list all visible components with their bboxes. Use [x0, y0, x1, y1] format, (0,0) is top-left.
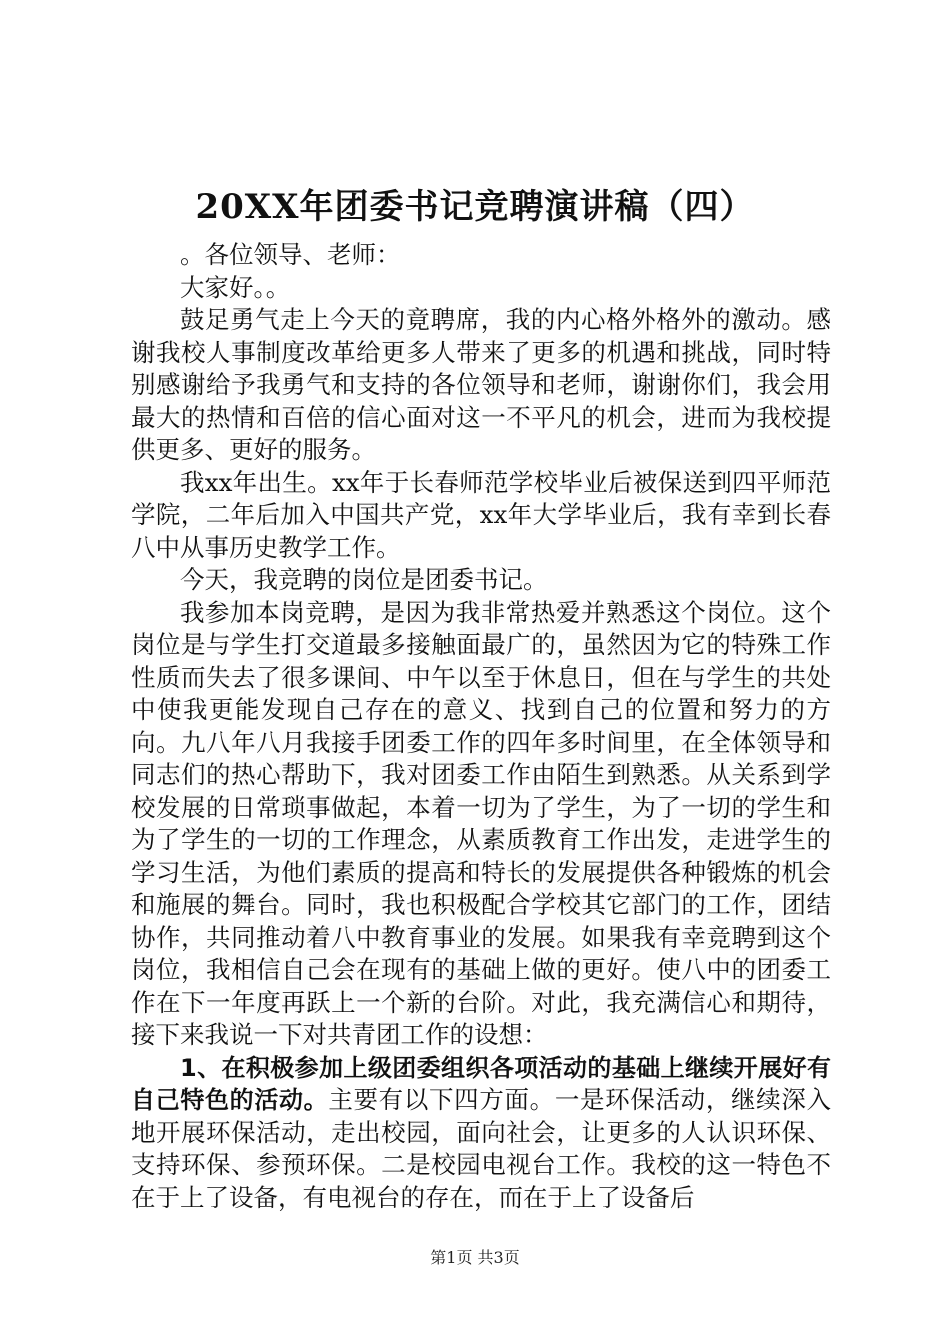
- motivation-paragraph: 我参加本岗竞聘，是因为我非常热爱并熟悉这个岗位。这个岗位是与学生打交道最多接触面最广的，虽然因为它的特殊工作性质而失去了很多课间、中午以至于休息日，但在与学生的共处中使我更能发现自己存在的意义、找到自己的位置和努力的方向。九八年八月我接手团委工作的四年多时间里，在全体领导和同志们的热心帮助下，我对团委工作由陌生到熟悉。从关系到学校发展的日常琐事做起，本着一切为了学生，为了一切的学生和为了学生的一切的工作理念，从素质教育工作出发，走进学生的学习生活，为他们素质的提高和特长的发展提供各种锻炼的机会和施展的舞台。同时，我也积极配合学校其它部门的工作，团结协作，共同推动着八中教育事业的发展。如果我有幸竞聘到这个岗位，我相信自己会在现有的基础上做的更好。使八中的团委工作在下一年度再跃上一个新的台阶。对此，我充满信心和期待，接下来我说一下对共青团工作的设想：: [131, 597, 831, 1049]
- greeting-paragraph: 大家好。。: [180, 272, 291, 302]
- point-one-text: 主要有以下四方面。一是环保活动，继续深入地开展环保活动，走出校园，面向社会，让更多的人认识环保、支持环保、参预环保。二是校园电视台工作。我校的这一特色不在于上了设备，有电视台的存在，而在于上了设备后: [131, 1085, 832, 1212]
- document-title: 20XX年团委书记竞聘演讲稿（四）: [195, 187, 755, 227]
- point-one-heading: 1、在积极参加上级团委组织各项活动的基础上继续开展好有自己特色的活动。: [131, 1053, 831, 1114]
- opening-paragraph: 鼓足勇气走上今天的竟聘席，我的内心格外格外的激动。感谢我校人事制度改革给更多人带来了更多的机遇和挑战，同时特别感谢给予我勇气和支持的各位领导和老师，谢谢你们，我会用最大的热情和百倍的信心面对这一不平凡的机会，进而为我校提供更多、更好的服务。: [131, 305, 831, 464]
- salutation-paragraph: 。各位领导、老师：: [180, 240, 401, 269]
- page-footer: 第1页 共3页: [430, 1248, 520, 1267]
- point-one-paragraph: [131, 1052, 831, 1215]
- background-paragraph: 我xx年出生。xx年于长春师范学校毕业后被保送到四平师范学院，二年后加入中国共产党，xx年大学毕业后，我有幸到长春八中从事历史教学工作。: [131, 467, 831, 562]
- position-paragraph: 今天，我竞聘的岗位是团委书记。: [180, 565, 548, 594]
- document-body: [131, 239, 831, 1214]
